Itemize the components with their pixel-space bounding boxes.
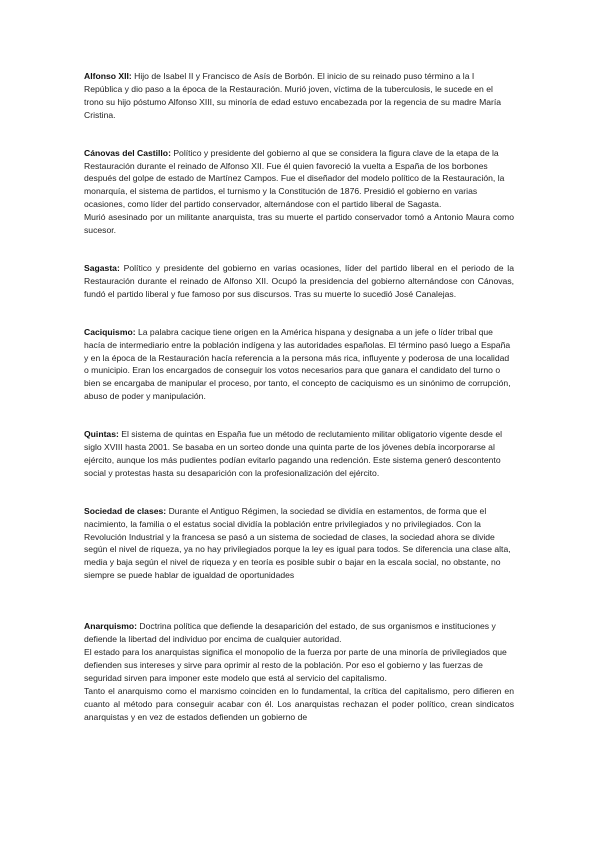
entry-paragraph: [84, 262, 514, 301]
term-text: Sagasta: [84, 262, 117, 273]
entry-paragraph: [84, 428, 514, 480]
term-text: Anarquismo: [84, 621, 135, 632]
entry-anarquismo: [84, 620, 514, 723]
entry-term: Sagasta:: [84, 262, 120, 273]
entry-sociedad-de-clases: [84, 505, 514, 582]
entry-paragraph: [84, 326, 514, 403]
entry-paragraph: Murió asesinado por un militante anarquista, tras su muerte el partido conservador tomó a Antonio Maura como sucesor.: [84, 212, 514, 236]
entry-text: El sistema de quintas en España fue un método de reclutamiento militar obligatorio vigente desde el siglo XVIII hasta 2001. Se basaba en un sorteo donde una quinta parte de los jóvenes debía incorporarse al ejército, aunque los más pudientes podían evitarlo pagando una redención. Este sistema generó descontento social y protestas hasta su desaparición con la profesionalización del ejército.: [84, 429, 503, 478]
entry-paragraph: El estado para los anarquistas significa el monopolio de la fuerza por parte de una minoría de privilegiados que defienden sus intereses y sirve para oprimir al resto de la población. Por eso el gobierno y las fuerzas de seguridad sirven para imponer este modelo que está al servicio del capitalismo.: [84, 647, 507, 683]
entry-alfonso-xii: [84, 70, 514, 122]
entry-text: Durante el Antiguo Régimen, la sociedad se dividía en estamentos, de forma que el nacimiento, la familia o el estatus social dividía la población entre privilegiados y no privilegiados. Con la Revolución Industrial y la francesa se pasó a un sistema de sociedad de clases, la sociedad ahora se divide según el nivel de riqueza, ya no hay privilegiados porque la ley es igual para todos. Se diferencia una clase alta, media y baja según el nivel de riqueza y en teoría es posible subir o bajar en la escala social, no obstante, no siempre se puede hablar de igualdad de oportunidades: [84, 505, 511, 581]
term-text: Quintas: [84, 429, 116, 440]
entry-quintas: [84, 428, 514, 480]
entry-sagasta: [84, 262, 514, 301]
entry-paragraph: Tanto el anarquismo como el marxismo coinciden en lo fundamental, la crítica del capitalismo, pero difieren en cuanto al método para conseguir acabar con él. Los anarquistas rechazan el poder político, crean sindicatos anarquistas y en vez de estados defienden un gobierno de: [84, 685, 514, 722]
entry-paragraph: [84, 505, 514, 582]
entry-term: Caciquismo:: [84, 326, 136, 337]
entry-text: Político y presidente del gobierno al que se considera la figura clave de la etapa de la Restauración durante el reinado de Alfonso XII. Fue él quien favoreció la vuelta a España de los borbones después del golpe de estado de Martínez Campos. Fue el diseñador del modelo político de la Restauración, la monarquía, el sistema de partidos, el turnismo y la Constitución de 1876. Presidió el gobierno en varias ocasiones, como líder del partido conservador, alternándose con el partido liberal de Sagasta.: [84, 147, 505, 210]
entry-text: La palabra cacique tiene origen en la América hispana y designaba a un jefe o líder tribal que hacía de intermediario entre la población indígena y las autoridades españolas. El término pasó luego a España y en la época de la Restauración hacía referencia a la persona más rica, influyente y poderosa de una localidad o municipio. Eran los encargados de conseguir los votos necesarios para que ganara el candidato del turno o bien se encargaba de manipular el proceso, por tanto, el concepto de caciquismo es un sinónimo de corrupción, abuso de poder y manipulación.: [84, 326, 511, 402]
entry-paragraph: [84, 620, 514, 646]
entry-paragraph: [84, 70, 514, 122]
entry-term: Anarquismo:: [84, 621, 138, 632]
entry-text: Doctrina política que defiende la desaparición del estado, de sus organismos e instituciones y defiende la libertad del individuo por encima de cualquier autoridad.: [84, 621, 496, 645]
term-text: Caciquismo: [84, 326, 133, 337]
entry-text: Hijo de Isabel II y Francisco de Asís de Borbón. El inicio de su reinado puso término a la I República y dio paso a la época de la Restauración. Murió joven, víctima de la tuberculosis, le sucede en el trono su hijo póstumo Alfonso XIII, su minoría de edad estuvo encabezada por la regencia de su madre María Cristina.: [84, 71, 502, 120]
entry-paragraph: [84, 147, 514, 212]
entry-term: Cánovas del Castillo:: [84, 147, 171, 158]
entry-term: Quintas:: [84, 429, 119, 440]
term-text: Alfonso XII: [84, 71, 129, 81]
term-text: Sociedad de clases: [84, 505, 164, 516]
entry-canovas-del-castillo: [84, 147, 514, 237]
term-text: Cánovas del Castillo: [84, 147, 169, 158]
entry-term: Sociedad de clases:: [84, 505, 167, 516]
entry-term: Alfonso XII:: [84, 71, 132, 81]
entry-caciquismo: [84, 326, 514, 403]
entry-text: Político y presidente del gobierno en varias ocasiones, líder del partido liberal en el periodo de la Restauración durante el reinado de Alfonso XII. Ocupó la presidencia del gobierno alternándose con Cánovas, fundó el partido liberal y fue famoso por sus discursos. Tras su muerte lo sucedió José Canalejas.: [84, 262, 514, 299]
document-body: [84, 70, 514, 723]
